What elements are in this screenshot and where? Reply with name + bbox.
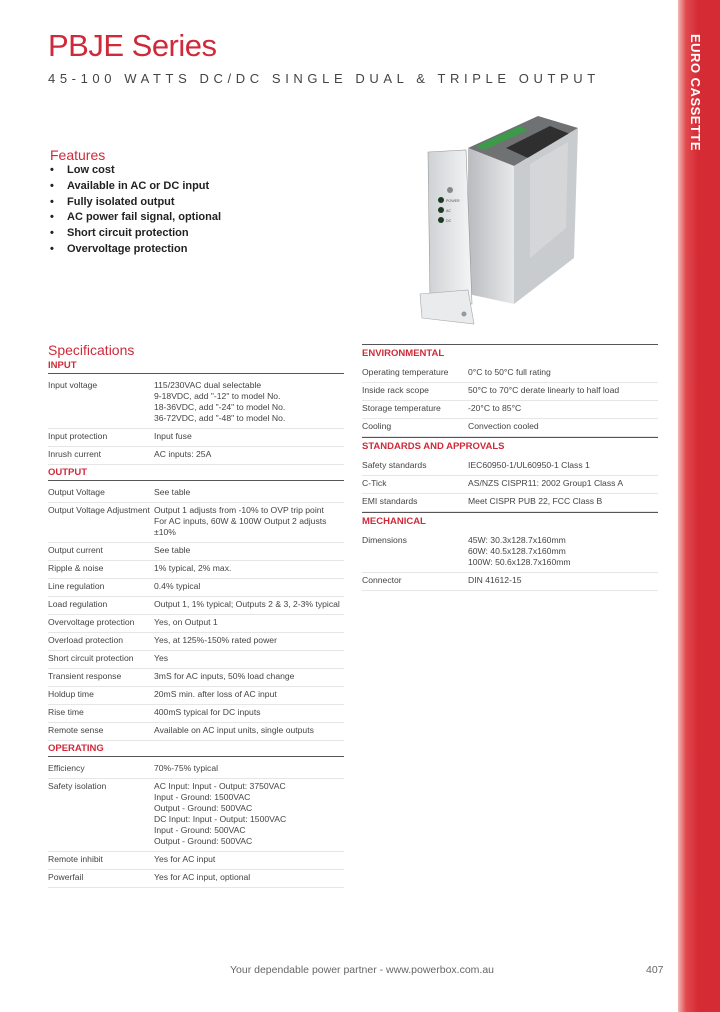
spec-rows [48, 485, 344, 741]
spec-value [468, 367, 658, 378]
spec-row [48, 597, 344, 615]
spec-label: Storage temperature [362, 403, 441, 413]
spec-value [154, 763, 344, 774]
spec-value-line: 18-36VDC, add "-24" to model No. [154, 402, 286, 412]
spec-label: Cooling [362, 421, 392, 431]
spec-row [48, 779, 344, 852]
spec-row [48, 561, 344, 579]
spec-label: Transient response [48, 671, 122, 681]
spec-row [362, 533, 658, 573]
spec-value-line: 3mS for AC inputs, 50% load change [154, 671, 295, 681]
section-input [48, 358, 344, 465]
footer-tagline: Your dependable power partner - www.powerbox.com.au [230, 964, 495, 976]
spec-value [154, 689, 344, 700]
bullet-icon: • [50, 164, 54, 176]
section-heading: OPERATING [48, 741, 344, 757]
section-heading: MECHANICAL [362, 512, 658, 529]
spec-column-right [362, 344, 658, 591]
spec-row [48, 723, 344, 741]
spec-column-left [48, 358, 344, 888]
spec-value-line: Yes for AC input, optional [154, 872, 251, 882]
spec-label: Remote sense [48, 725, 104, 735]
spec-value-line: Meet CISPR PUB 22, FCC Class B [468, 496, 603, 506]
spec-value-line: Output 1 adjusts from -10% to OVP trip point [154, 505, 324, 515]
spec-label: Efficiency [48, 763, 85, 773]
spec-value-line: Input fuse [154, 431, 192, 441]
section-environmental [362, 344, 658, 437]
features-list [50, 164, 221, 259]
spec-row [48, 503, 344, 543]
spec-value [154, 505, 344, 538]
spec-value-line: For AC inputs, 60W & 100W Output 2 adjusts [154, 516, 327, 526]
spec-value-line: IEC60950-1/UL60950-1 Class 1 [468, 460, 590, 470]
spec-value [154, 653, 344, 664]
led-label: DC [446, 219, 452, 223]
spec-value [154, 635, 344, 646]
spec-label: Powerfail [48, 872, 84, 882]
spec-value [154, 545, 344, 556]
spec-value-line: -20°C to 85°C [468, 403, 522, 413]
feature-text: Short circuit protection [67, 227, 189, 240]
spec-label: EMI standards [362, 496, 418, 506]
spec-value [154, 872, 344, 883]
section-heading: STANDARDS AND APPROVALS [362, 437, 658, 454]
spec-row [48, 579, 344, 597]
section-heading: INPUT [48, 358, 344, 374]
spec-value-line: 36-72VDC, add "-48" to model No. [154, 413, 286, 423]
bullet-icon: • [50, 179, 54, 192]
spec-value-line: Yes [154, 653, 169, 663]
spec-value-line: Output - Ground: 500VAC [154, 803, 253, 813]
case-side [468, 148, 514, 304]
spec-value-line: See table [154, 487, 191, 497]
feature-item [50, 180, 221, 196]
bullet-icon: • [50, 242, 54, 255]
spec-value-line: 45W: 30.3x128.7x160mm [468, 535, 566, 545]
spec-value [154, 854, 344, 865]
spec-label: Safety isolation [48, 781, 107, 791]
dc-led-icon [438, 217, 444, 223]
spec-value-line: Yes, at 125%-150% rated power [154, 635, 277, 645]
feature-text: Low cost [67, 164, 115, 176]
spec-value-line: Yes, on Output 1 [154, 617, 218, 627]
spec-label: Overvoltage protection [48, 617, 135, 627]
spec-value [468, 496, 658, 507]
spec-value-line: DIN 41612-15 [468, 575, 522, 585]
feature-text: Fully isolated output [67, 195, 175, 208]
spec-value-line: 70%-75% typical [154, 763, 219, 773]
spec-value [468, 575, 658, 586]
spec-value-line: 9-18VDC, add "-12" to model No. [154, 391, 281, 401]
spec-value [154, 671, 344, 682]
spec-label: Short circuit protection [48, 653, 134, 663]
handle-screw-icon [462, 312, 467, 317]
spec-label: Input voltage [48, 380, 98, 390]
product-photo [410, 108, 580, 330]
spec-value-line: Available on AC input units, single outputs [154, 725, 314, 735]
spec-value [154, 431, 344, 442]
spec-value-line: 20mS min. after loss of AC input [154, 689, 277, 699]
section-standards [362, 437, 658, 512]
feature-text: Overvoltage protection [67, 242, 188, 255]
spec-value-line: Convection cooled [468, 421, 539, 431]
page-subtitle: 45-100 WATTS DC/DC SINGLE DUAL & TRIPLE OUTPUT [48, 71, 600, 86]
spec-row [362, 573, 658, 591]
spec-row [362, 494, 658, 512]
ac-led-icon [438, 207, 444, 213]
spec-label: Remote inhibit [48, 854, 103, 864]
spec-label: Output Voltage Adjustment [48, 505, 150, 515]
spec-rows [362, 533, 658, 591]
spec-value-line: DC Input: Input - Output: 1500VAC [154, 814, 287, 824]
spec-value [468, 478, 658, 489]
spec-value-line: Output 1, 1% typical; Outputs 2 & 3, 2-3% typical [154, 599, 340, 609]
spec-label: Ripple & noise [48, 563, 104, 573]
spec-row [48, 687, 344, 705]
spec-row [48, 651, 344, 669]
section-output [48, 465, 344, 741]
spec-row [362, 476, 658, 494]
spec-value [154, 617, 344, 628]
spec-row [362, 458, 658, 476]
spec-row [48, 761, 344, 779]
spec-value-line: 0°C to 50°C full rating [468, 367, 551, 377]
feature-text: Available in AC or DC input [67, 179, 210, 192]
spec-row [48, 378, 344, 429]
spec-row [362, 365, 658, 383]
bullet-icon: • [50, 227, 54, 240]
feature-item [50, 196, 221, 212]
spec-row [48, 633, 344, 651]
spec-value-line: 1% typical, 2% max. [154, 563, 232, 573]
spec-label: Operating temperature [362, 367, 449, 377]
spec-value-line: Yes for AC input [154, 854, 216, 864]
spec-label: Line regulation [48, 581, 105, 591]
spec-value-line: 0.4% typical [154, 581, 201, 591]
power-led-icon [438, 197, 444, 203]
panel-handle [420, 290, 474, 324]
spec-value [468, 421, 658, 432]
bullet-icon: • [50, 195, 54, 208]
spec-value [154, 725, 344, 736]
front-panel [428, 150, 472, 304]
spec-label: C-Tick [362, 478, 387, 488]
spec-value-line: 100W: 50.6x128.7x160mm [468, 557, 571, 567]
spec-value-line: 115/230VAC dual selectable [154, 380, 262, 390]
section-operating [48, 741, 344, 888]
side-color-band [678, 0, 720, 1012]
spec-label: Dimensions [362, 535, 407, 545]
spec-row [48, 705, 344, 723]
feature-item [50, 227, 221, 243]
spec-value [154, 581, 344, 592]
spec-value [154, 707, 344, 718]
spec-value [468, 460, 658, 471]
spec-row [362, 383, 658, 401]
spec-label: Output current [48, 545, 103, 555]
spec-row [48, 669, 344, 687]
spec-value-line: ±10% [154, 527, 176, 537]
spec-label: Safety standards [362, 460, 427, 470]
spec-label: Load regulation [48, 599, 108, 609]
spec-value-line: AC inputs: 25A [154, 449, 212, 459]
spec-row [48, 447, 344, 465]
spec-row [48, 543, 344, 561]
feature-item [50, 164, 221, 180]
spec-value-line: Output - Ground: 500VAC [154, 836, 253, 846]
spec-row [48, 429, 344, 447]
spec-value [468, 403, 658, 414]
features-heading: Features [50, 147, 106, 163]
spec-value [154, 563, 344, 574]
spec-label: Inside rack scope [362, 385, 429, 395]
feature-item [50, 211, 221, 227]
spec-rows [48, 761, 344, 888]
spec-label: Connector [362, 575, 402, 585]
spec-rows [48, 378, 344, 465]
side-category-label: EURO CASSETTE [688, 34, 703, 152]
spec-value-line: 60W: 40.5x128.7x160mm [468, 546, 566, 556]
spec-label: Inrush current [48, 449, 102, 459]
spec-value-line: 400mS typical for DC inputs [154, 707, 261, 717]
spec-rows [362, 365, 658, 437]
spec-value [154, 449, 344, 460]
led-label: AC [446, 209, 451, 213]
spec-label: Input protection [48, 431, 108, 441]
spec-value-line: AC Input: Input - Output: 3750VAC [154, 781, 286, 791]
section-mechanical [362, 512, 658, 591]
spec-label: Holdup time [48, 689, 94, 699]
page-number: 407 [646, 964, 664, 976]
spec-value [154, 599, 344, 610]
section-heading: OUTPUT [48, 465, 344, 481]
section-heading: ENVIRONMENTAL [362, 344, 658, 361]
spec-value-line: AS/NZS CISPR11: 2002 Group1 Class A [468, 478, 624, 488]
spec-value [154, 487, 344, 498]
feature-text: AC power fail signal, optional [67, 211, 222, 224]
spec-value [154, 380, 344, 424]
spec-row [48, 615, 344, 633]
spec-value [468, 385, 658, 396]
page-title: PBJE Series [48, 28, 217, 63]
specifications-heading: Specifications [48, 342, 135, 358]
spec-label: Rise time [48, 707, 84, 717]
spec-value-line: Input - Ground: 1500VAC [154, 792, 251, 802]
led-label: POWER [446, 199, 460, 203]
spec-label: Output Voltage [48, 487, 105, 497]
spec-value-line: See table [154, 545, 191, 555]
spec-label: Overload protection [48, 635, 123, 645]
spec-row [362, 401, 658, 419]
spec-row [48, 870, 344, 888]
panel-screw-icon [447, 187, 453, 193]
spec-value [468, 535, 658, 568]
spec-row [48, 485, 344, 503]
spec-rows [362, 458, 658, 512]
spec-value-line: Input - Ground: 500VAC [154, 825, 246, 835]
spec-value [154, 781, 344, 847]
spec-value-line: 50°C to 70°C derate linearly to half load [468, 385, 620, 395]
feature-item [50, 243, 221, 259]
spec-row [362, 419, 658, 437]
spec-row [48, 852, 344, 870]
bullet-icon: • [50, 211, 54, 224]
